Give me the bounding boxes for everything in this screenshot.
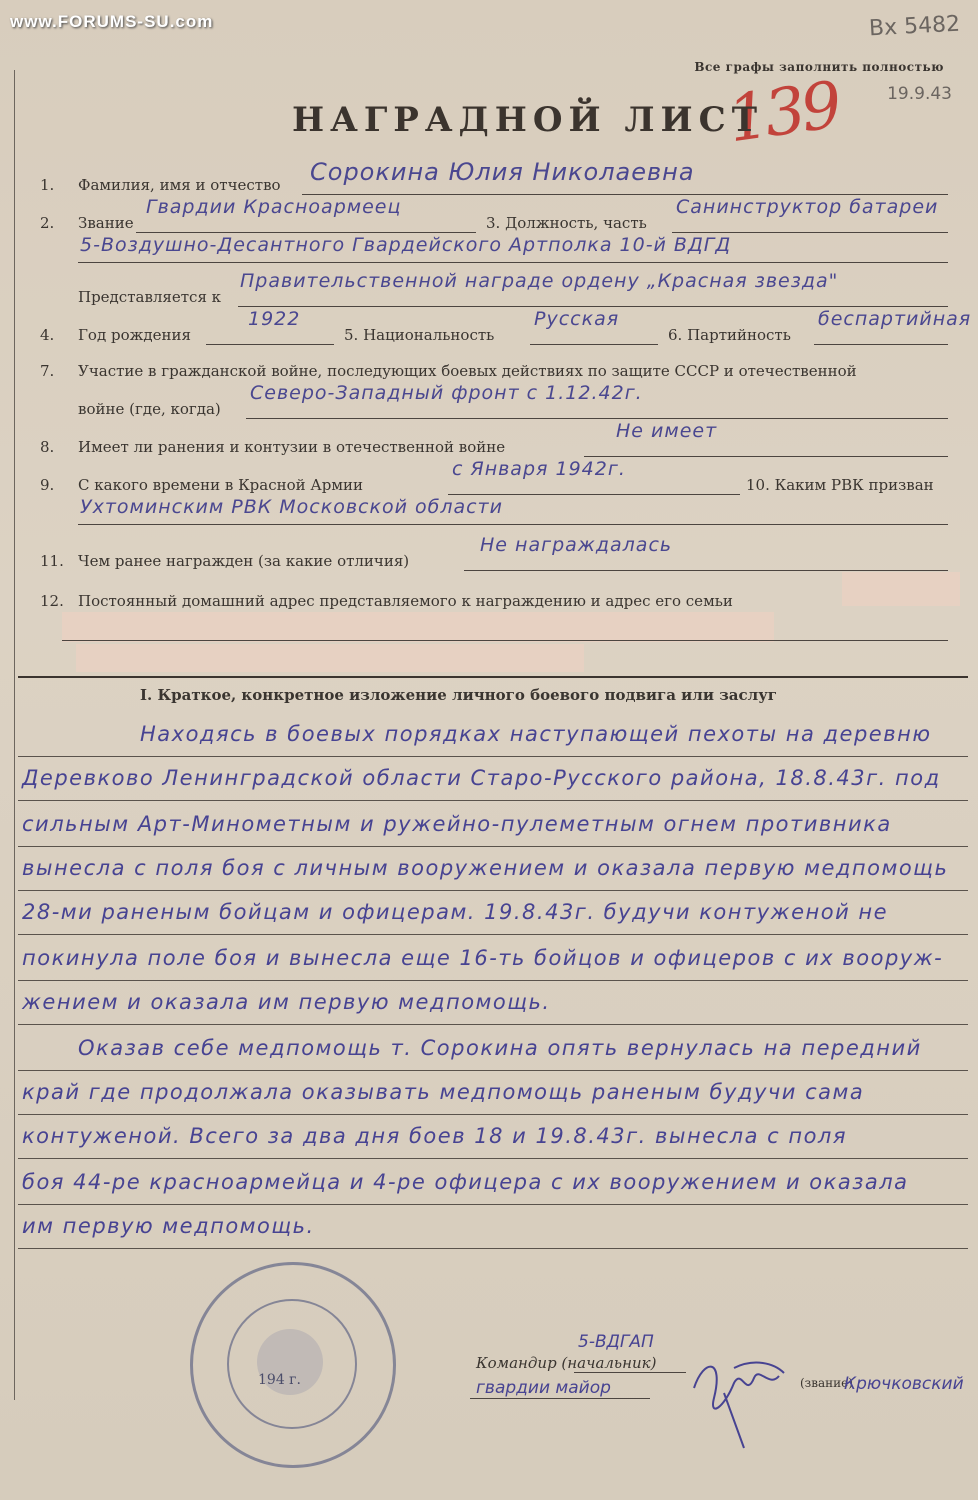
redacted-address-3 [76,644,584,672]
field-10-line [78,524,948,525]
ruled-line [18,980,968,981]
redacted-address-1 [842,572,960,606]
unit-seal-stamp [190,1262,396,1468]
commander-name: Крючковский [844,1374,964,1394]
ruled-line [18,890,968,891]
narrative-line: жением и оказала им первую медпомощь. [22,990,551,1014]
ruled-line [18,800,968,801]
field-3-value: Санинструктор батареи [676,196,939,218]
narrative-line: Деревково Ленинградской области Старо-Русского района, 18.8.43г. под [22,766,941,790]
field-4-line [206,344,334,345]
field-2-number: 2. [40,214,55,232]
field-1-value: Сорокина Юлия Николаевна [310,158,695,186]
field-11-row [0,534,978,582]
redacted-address-2 [62,612,774,642]
fill-all-fields-note: Все графы заполнить полностью [694,60,944,74]
ruled-line [18,1158,968,1159]
narrative-line: Оказав себе медпомощь т. Сорокина опять вернулась на передний [78,1036,922,1060]
commander-unit: 5-ВДГАП [578,1332,654,1352]
narrative-line: 28-ми раненым бойцам и офицерам. 19.8.43г. будучи контуженой не [22,900,889,924]
ruled-line [18,756,968,757]
field-8-value: Не имеет [616,420,718,442]
commander-label: Командир (начальник) [476,1354,657,1372]
field-9-number: 9. [40,476,55,494]
ruled-line [18,1204,968,1205]
field-3-line-2 [78,262,948,263]
field-7-label: Участие в гражданской войне, последующих боевых действиях по защите СССР и отечественной [78,362,857,380]
field-1-number: 1. [40,176,55,194]
archive-date: 19.9.43 [887,84,952,104]
field-6-value: беспартийная [818,308,972,330]
field-4-value: 1922 [248,308,301,330]
narrative-line: сильным Арт-Минометным и ружейно-пулеметным огнем противника [22,812,892,836]
represented-line [238,306,948,307]
field-11-label: Чем ранее награжден (за какие отличия) [78,552,410,570]
represented-value: Правительственной награде ордену „Красная звезда" [240,270,839,292]
field-11-line [464,570,948,571]
field-7-number: 7. [40,362,55,380]
field-3-value-2: 5-Воздушно-Десантного Гвардейского Артполка 10-й ВДГД [80,234,732,256]
commander-rank: гвардии майор [476,1378,611,1398]
field-3-label: 3. Должность, часть [486,214,647,232]
field-8-number: 8. [40,438,55,456]
field-7-continuation-row [0,382,978,430]
section-title: I. Краткое, конкретное изложение личного боевого подвига или заслуг [140,686,777,704]
ruled-line [18,1070,968,1071]
archive-mark: Вх 5482 [868,11,961,42]
red-pencil-number: 139 [723,68,843,158]
field-10-label: 10. Каким РВК призван [746,476,934,494]
field-3-line [672,232,948,233]
field-10-value: Ухтоминским РВК Московской области [80,496,503,518]
field-7-value: Северо-Западный фронт с 1.12.42г. [250,382,643,404]
field-2-label: Звание [78,214,134,232]
ruled-line [18,1024,968,1025]
field-7-line [246,418,948,419]
field-10-continuation-row [0,496,978,534]
field-4-number: 4. [40,326,55,344]
narrative-line: вынесла с поля боя с личным вооружением и оказала первую медпомощь [22,856,949,880]
field-2-value: Гвардии Красноармеец [146,196,402,218]
narrative-line: покинула поле боя и вынесла еще 16-ть бойцов и офицеров с их вооруж- [22,946,944,970]
field-9-label: С какого времени в Красной Армии [78,476,364,494]
site-watermark: www.FORUMS-SU.com [10,12,214,31]
field-6-line [814,344,948,345]
field-12-label: Постоянный домашний адрес представляемого к награждению и адрес его семьи [78,592,733,610]
stamp-year-label: 194 г. [258,1372,301,1388]
section-divider [18,676,968,678]
field-12-line-2 [62,640,948,641]
field-9-line [448,494,740,495]
field-11-value: Не награждалась [480,534,673,556]
field-8-line [584,456,948,457]
represented-label: Представляется к [78,288,222,306]
ruled-line [18,934,968,935]
narrative-line: край где продолжала оказывать медпомощь раненым будучи сама [22,1080,865,1104]
handwritten-signature [684,1338,794,1458]
ruled-line [18,1248,968,1249]
zvanie-label: (звание) [800,1376,853,1390]
field-5-line [530,344,658,345]
field-4-label: Год рождения [78,326,191,344]
narrative-line: Находясь в боевых порядках наступающей пехоты на деревню [140,722,932,746]
field-8-label: Имеет ли ранения и контузии в отечественной войне [78,438,506,456]
narrative-line: боя 44-ре красноармейца и 4-ре офицера с их вооружением и оказала [22,1170,909,1194]
field-9-value: с Января 1942г. [452,458,626,480]
field-7-label-2: войне (где, когда) [78,400,221,418]
ruled-line [18,846,968,847]
field-1-label: Фамилия, имя и отчество [78,176,281,194]
field-11-number: 11. [40,552,64,570]
document-title: НАГРАДНОЙ ЛИСТ [292,100,764,140]
rank-line [470,1398,650,1399]
field-1-line [302,194,948,195]
field-4-row [0,308,978,356]
ruled-line [18,1114,968,1115]
field-5-value: Русская [534,308,620,330]
field-5-label: 5. Национальность [344,326,495,344]
field-2-line [136,232,476,233]
field-12-number: 12. [40,592,64,610]
narrative-line: контуженой. Всего за два дня боев 18 и 19.8.43г. вынесла с поля [22,1124,847,1148]
field-3-continuation-row [0,234,978,272]
field-6-label: 6. Партийность [668,326,791,344]
commander-line [574,1372,686,1373]
narrative-line: им первую медпомощь. [22,1214,315,1238]
